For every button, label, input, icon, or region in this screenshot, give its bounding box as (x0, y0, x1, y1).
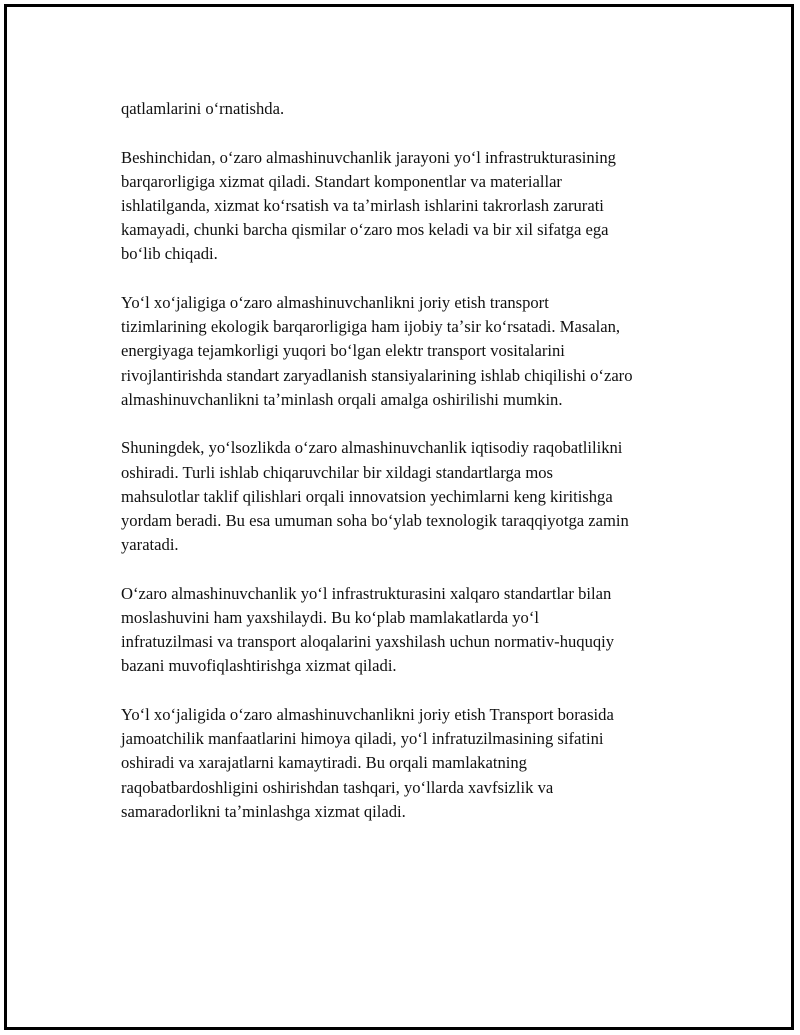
text-line: bazani muvofiqlashtirishga xizmat qiladi. (121, 656, 397, 676)
paragraph-6 (121, 703, 701, 824)
text-line: tizimlarining ekologik barqarorligiga ham ijobiy taʼsir koʻrsatadi. Masalan, (121, 317, 621, 337)
text-line: samaradorlikni taʼminlashga xizmat qiladi. (121, 801, 406, 821)
text-line: yaratadi. (121, 535, 179, 555)
text-line: kamayadi, chunki barcha qismilar oʻzaro mos keladi va bir xil sifatga ega (121, 220, 609, 240)
text-line: energiyaga tejamkorligi yuqori boʻlgan elektr transport vositalarini (121, 341, 565, 361)
paragraph-5 (121, 582, 701, 679)
text-line: raqobatbardoshligini oshirishdan tashqari, yoʻllarda xavfsizlik va (121, 777, 554, 797)
paragraph-4 (121, 436, 701, 557)
text-line: ishlatilganda, xizmat koʻrsatish va taʼmirlash ishlarini takrorlash zarurati (121, 196, 604, 215)
page-border (4, 4, 794, 1030)
text-line: rivojlantirishda standart zaryadlanish stansiyalarining ishlab chiqilishi oʻzaro (121, 365, 633, 385)
text-line: boʻlib chiqadi. (121, 244, 218, 264)
text-line: oshiradi va xarajatlarni kamaytiradi. Bu orqali mamlakatning (121, 753, 527, 773)
text-line: barqarorligiga xizmat qiladi. Standart komponentlar va materiallar (121, 171, 562, 191)
text-line: yordam beradi. Bu esa umuman soha boʻylab texnologik taraqqiyotga zamin (121, 511, 629, 531)
text-line: jamoatchilik manfaatlarini himoya qiladi, yoʻl infratuzilmasining sifatini (121, 729, 604, 749)
text-line: oshiradi. Turli ishlab chiqaruvchilar bir xildagi standartlarga mos (121, 462, 553, 482)
document-body (121, 97, 701, 848)
text-line: Yoʻl xoʻjaligida oʻzaro almashinuvchanlikni joriy etish Transport borasida (121, 705, 614, 725)
text-line: infratuzilmasi va transport aloqalarini yaxshilash uchun normativ-huquqiy (121, 632, 615, 652)
text-line: Beshinchidan, oʻzaro almashinuvchanlik jarayoni yoʻl infrastrukturasining (121, 147, 616, 167)
text-line: Shuningdek, yoʻlsozlikda oʻzaro almashinuvchanlik iqtisodiy raqobatlilikni (121, 438, 623, 458)
paragraph-3 (121, 291, 701, 412)
text-line: mahsulotlar taklif qilishlari orqali innovatsion yechimlarni keng kiritishga (121, 486, 613, 506)
text-line: Yoʻl xoʻjaligiga oʻzaro almashinuvchanlikni joriy etish transport (121, 293, 549, 312)
text-line: moslashuvini ham yaxshilaydi. Bu koʻplab mamlakatlarda yoʻl (121, 608, 539, 628)
paragraph-1 (121, 97, 701, 121)
paragraph-2 (121, 146, 701, 267)
text-line: Oʻzaro almashinuvchanlik yoʻl infrastrukturasini xalqaro standartlar bilan (121, 583, 612, 603)
text-line: almashinuvchanlikni taʼminlash orqali amalga oshirilishi mumkin. (121, 389, 563, 409)
text-line: qatlamlarini oʻrnatishda. (121, 99, 285, 118)
